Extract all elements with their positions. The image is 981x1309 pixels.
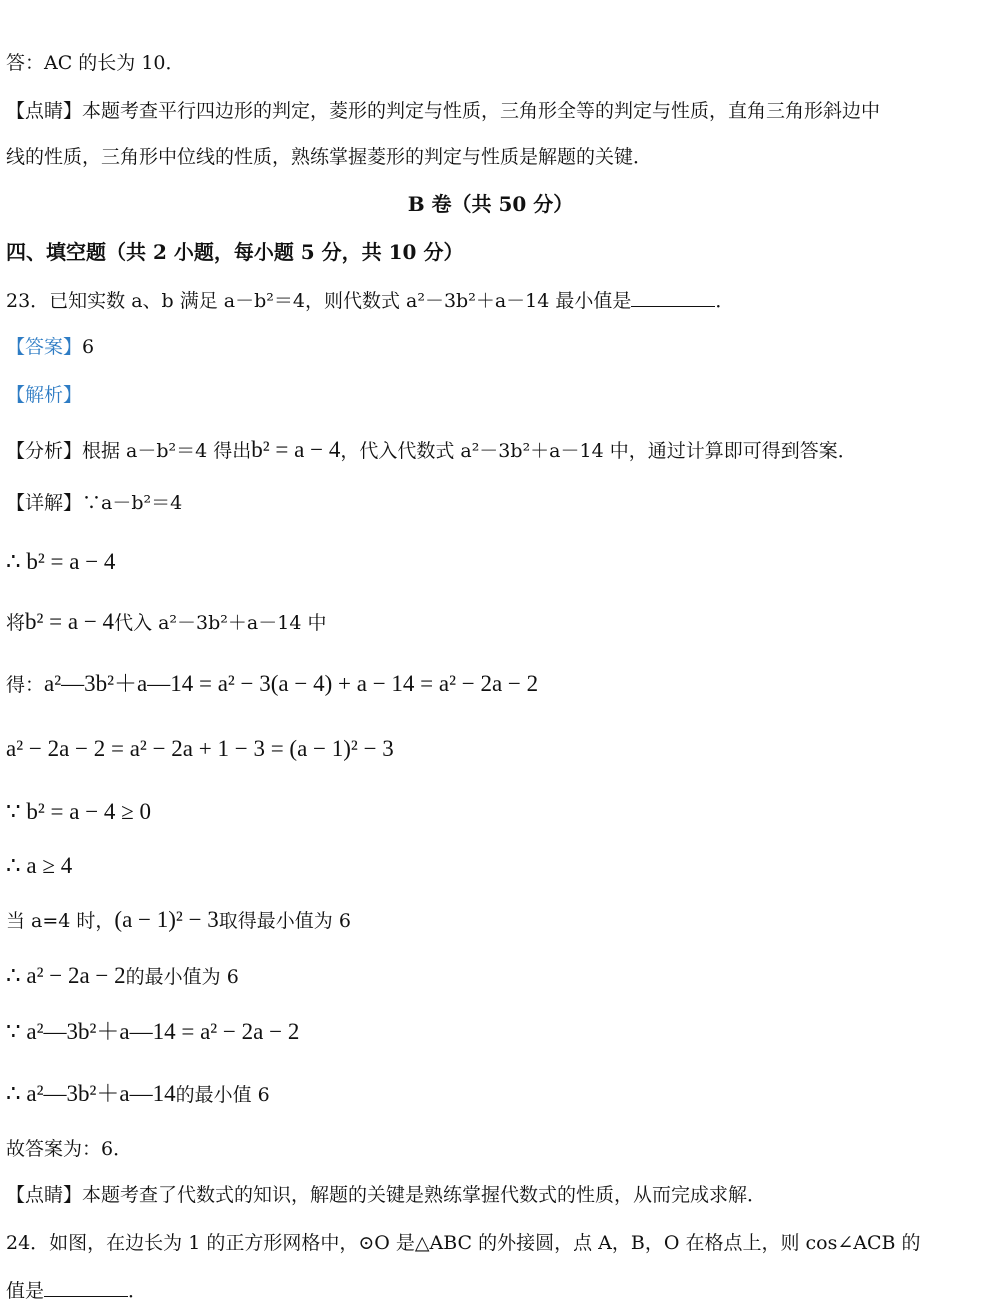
step-3: 得：a²—3b²＋a—14 = a² − 3(a − 4) + a − 14 = a² − 2a − 2 [6, 671, 539, 696]
step-7: 当 a=4 时，(a − 1)² − 3取得最小值为 6 [6, 907, 351, 932]
step-8: ∴ a² − 2a − 2的最小值为 6 [6, 963, 239, 988]
answer-blank [631, 288, 715, 307]
step-9: ∵ a²—3b²＋a—14 = a² − 2a − 2 [6, 1019, 300, 1044]
comment-line-1: 【点睛】本题考查平行四边形的判定，菱形的判定与性质，三角形全等的判定与性质，直角三角形斜边中 [6, 100, 881, 122]
question-23: 23．已知实数 a、b 满足 a－b²＝4，则代数式 a²－3b²＋a－14 最小值是 ． [6, 290, 735, 312]
detail-line: 【详解】∵a－b²＝4 [6, 492, 183, 514]
step-2: 将b² = a − 4代入 a²－3b²＋a－14 中 [6, 609, 327, 634]
question-24-cont: 值是 ． [6, 1280, 148, 1302]
part-heading: 四、填空题（共 2 小题，每小题 5 分，共 10 分） [6, 240, 464, 264]
step-10: ∴ a²—3b²＋a—14的最小值 6 [6, 1081, 270, 1106]
answer-blank-24 [44, 1278, 128, 1297]
analysis-label: 【解析】 [6, 384, 83, 406]
step-4: a² − 2a − 2 = a² − 2a + 1 − 3 = (a − 1)² − 3 [6, 736, 394, 761]
final-answer: 故答案为：6． [6, 1138, 133, 1160]
answer-line: 答：AC 的长为 10． [6, 52, 185, 74]
step-1: ∴ b² = a − 4 [6, 549, 116, 574]
analysis-line: 【分析】根据 a－b²＝4 得出b² = a − 4，代入代数式 a²－3b²＋a－14 中，通过计算即可得到答案． [6, 437, 857, 462]
question-24: 24．如图，在边长为 1 的正方形网格中，⊙O 是△ABC 的外接圆，点 A，B，O 在格点上，则 cos∠ACB 的 [6, 1232, 921, 1254]
step-6: ∴ a ≥ 4 [6, 853, 73, 878]
comment-line-2: 线的性质，三角形中位线的性质，熟练掌握菱形的判定与性质是解题的关键． [6, 146, 653, 168]
answer-label: 【答案】6 [6, 336, 95, 358]
section-title: B 卷（共 50 分） [407, 192, 574, 216]
comment-line-3: 【点睛】本题考查了代数式的知识，解题的关键是熟练掌握代数式的性质，从而完成求解． [6, 1184, 767, 1206]
step-5: ∵ b² = a − 4 ≥ 0 [6, 799, 152, 824]
